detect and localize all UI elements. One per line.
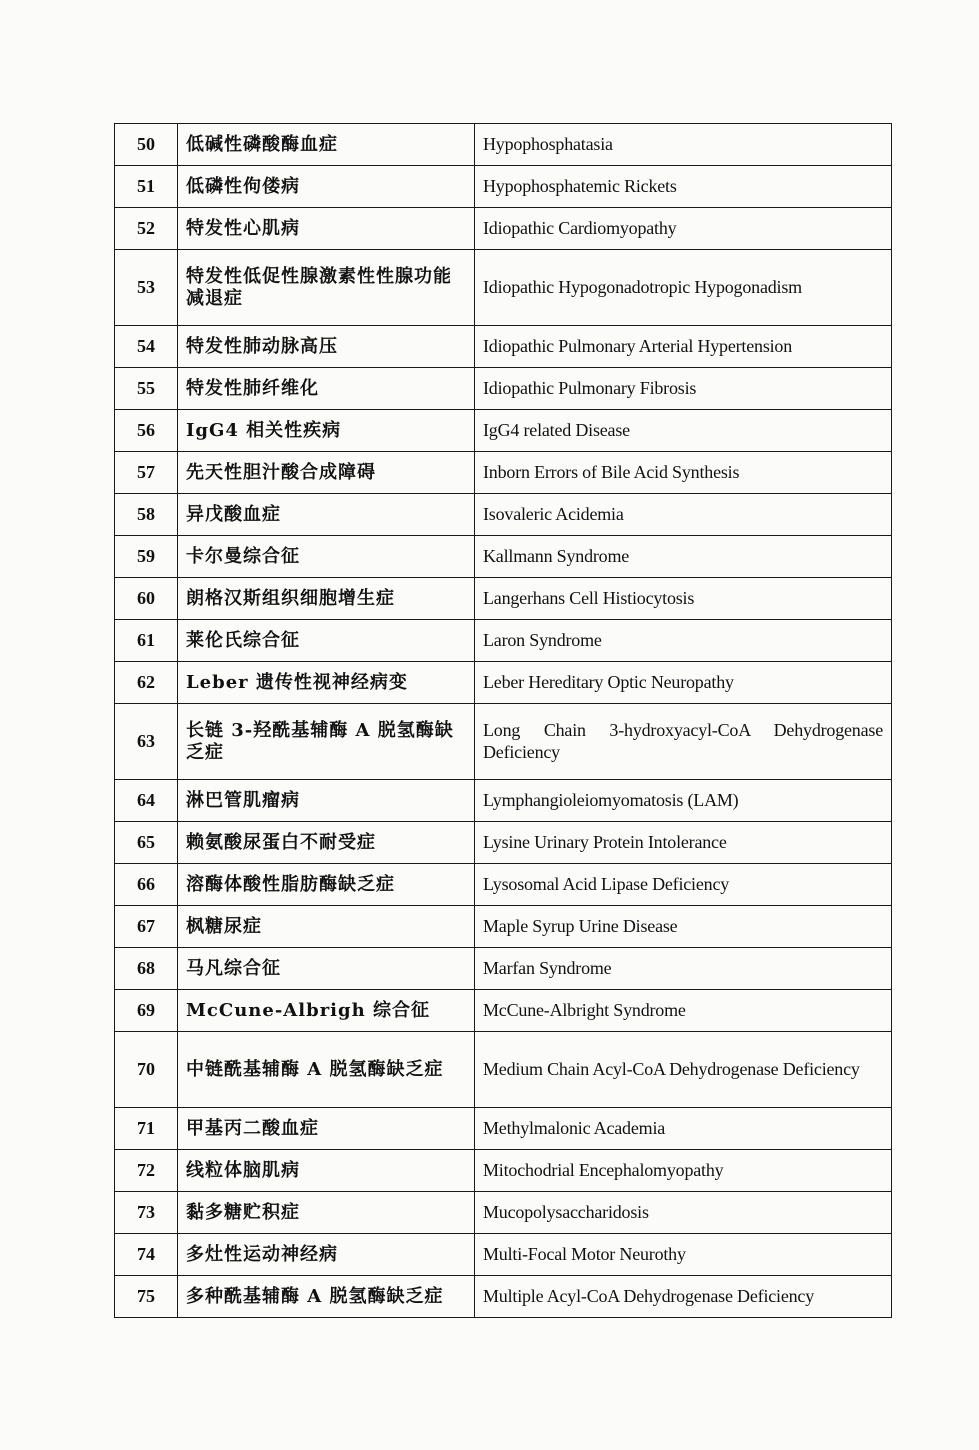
table-row	[115, 250, 892, 326]
table-row	[115, 906, 892, 948]
chinese-disease-name: 溶酶体酸性脂肪酶缺乏症	[178, 864, 475, 906]
table-row	[115, 208, 892, 250]
table-row	[115, 864, 892, 906]
english-disease-name: Lymphangioleiomyomatosis (LAM)	[475, 780, 892, 822]
english-disease-name: Laron Syndrome	[475, 620, 892, 662]
table-row	[115, 704, 892, 780]
table-row	[115, 536, 892, 578]
table-row	[115, 1234, 892, 1276]
english-disease-name: Idiopathic Pulmonary Arterial Hypertension	[475, 326, 892, 368]
row-number: 60	[115, 578, 178, 620]
english-disease-name: Idiopathic Hypogonadotropic Hypogonadism	[475, 250, 892, 326]
row-number: 63	[115, 704, 178, 780]
table-row	[115, 948, 892, 990]
english-disease-name: Methylmalonic Academia	[475, 1108, 892, 1150]
table-row	[115, 620, 892, 662]
chinese-disease-name: 朗格汉斯组织细胞增生症	[178, 578, 475, 620]
chinese-disease-name: 赖氨酸尿蛋白不耐受症	[178, 822, 475, 864]
english-disease-name: Isovaleric Acidemia	[475, 494, 892, 536]
chinese-disease-name: 马凡综合征	[178, 948, 475, 990]
english-disease-name: Leber Hereditary Optic Neuropathy	[475, 662, 892, 704]
row-number: 72	[115, 1150, 178, 1192]
table-row	[115, 410, 892, 452]
table-row	[115, 1276, 892, 1318]
chinese-disease-name: 低碱性磷酸酶血症	[178, 124, 475, 166]
chinese-disease-name: 枫糖尿症	[178, 906, 475, 948]
chinese-disease-name: 甲基丙二酸血症	[178, 1108, 475, 1150]
table-row	[115, 662, 892, 704]
table-row	[115, 990, 892, 1032]
row-number: 73	[115, 1192, 178, 1234]
english-disease-name: Kallmann Syndrome	[475, 536, 892, 578]
english-disease-name: Idiopathic Pulmonary Fibrosis	[475, 368, 892, 410]
chinese-disease-name: 长链 3-羟酰基辅酶 A 脱氢酶缺乏症	[178, 704, 475, 780]
table-row	[115, 368, 892, 410]
row-number: 69	[115, 990, 178, 1032]
row-number: 52	[115, 208, 178, 250]
row-number: 65	[115, 822, 178, 864]
row-number: 57	[115, 452, 178, 494]
english-disease-name: Multi-Focal Motor Neurothy	[475, 1234, 892, 1276]
chinese-disease-name: 线粒体脑肌病	[178, 1150, 475, 1192]
english-disease-name: Maple Syrup Urine Disease	[475, 906, 892, 948]
english-disease-name: IgG4 related Disease	[475, 410, 892, 452]
english-disease-name: Multiple Acyl-CoA Dehydrogenase Deficiency	[475, 1276, 892, 1318]
chinese-disease-name: 多种酰基辅酶 A 脱氢酶缺乏症	[178, 1276, 475, 1318]
table-row	[115, 1150, 892, 1192]
english-disease-name: McCune-Albright Syndrome	[475, 990, 892, 1032]
rare-disease-table	[114, 123, 892, 1318]
table-row	[115, 780, 892, 822]
chinese-disease-name: McCune-Albrigh 综合征	[178, 990, 475, 1032]
row-number: 58	[115, 494, 178, 536]
row-number: 50	[115, 124, 178, 166]
table-row	[115, 326, 892, 368]
chinese-disease-name: 低磷性佝偻病	[178, 166, 475, 208]
row-number: 74	[115, 1234, 178, 1276]
english-disease-name: Lysine Urinary Protein Intolerance	[475, 822, 892, 864]
chinese-disease-name: 黏多糖贮积症	[178, 1192, 475, 1234]
chinese-disease-name: IgG4 相关性疾病	[178, 410, 475, 452]
row-number: 62	[115, 662, 178, 704]
row-number: 71	[115, 1108, 178, 1150]
english-disease-name: Inborn Errors of Bile Acid Synthesis	[475, 452, 892, 494]
chinese-disease-name: 特发性肺动脉高压	[178, 326, 475, 368]
row-number: 66	[115, 864, 178, 906]
chinese-disease-name: 特发性心肌病	[178, 208, 475, 250]
row-number: 67	[115, 906, 178, 948]
english-disease-name: Lysosomal Acid Lipase Deficiency	[475, 864, 892, 906]
row-number: 53	[115, 250, 178, 326]
chinese-disease-name: 莱伦氏综合征	[178, 620, 475, 662]
chinese-disease-name: 卡尔曼综合征	[178, 536, 475, 578]
row-number: 68	[115, 948, 178, 990]
table-row	[115, 494, 892, 536]
english-disease-name: Idiopathic Cardiomyopathy	[475, 208, 892, 250]
table-row	[115, 452, 892, 494]
english-disease-name: Hypophosphatemic Rickets	[475, 166, 892, 208]
english-disease-name: Medium Chain Acyl-CoA Dehydrogenase Deficiency	[475, 1032, 892, 1108]
table-row	[115, 166, 892, 208]
table-row	[115, 1032, 892, 1108]
table-row	[115, 1108, 892, 1150]
chinese-disease-name: 中链酰基辅酶 A 脱氢酶缺乏症	[178, 1032, 475, 1108]
chinese-disease-name: 特发性低促性腺激素性性腺功能减退症	[178, 250, 475, 326]
english-disease-name: Langerhans Cell Histiocytosis	[475, 578, 892, 620]
english-disease-name: Hypophosphatasia	[475, 124, 892, 166]
row-number: 70	[115, 1032, 178, 1108]
chinese-disease-name: 先天性胆汁酸合成障碍	[178, 452, 475, 494]
row-number: 55	[115, 368, 178, 410]
row-number: 54	[115, 326, 178, 368]
table-row	[115, 124, 892, 166]
row-number: 56	[115, 410, 178, 452]
table-row	[115, 578, 892, 620]
chinese-disease-name: 多灶性运动神经病	[178, 1234, 475, 1276]
row-number: 75	[115, 1276, 178, 1318]
row-number: 51	[115, 166, 178, 208]
row-number: 61	[115, 620, 178, 662]
english-disease-name: Marfan Syndrome	[475, 948, 892, 990]
table-body	[115, 124, 892, 1318]
english-disease-name: Long Chain 3-hydroxyacyl-CoA Dehydrogenase Deficiency	[475, 704, 892, 780]
english-disease-name: Mucopolysaccharidosis	[475, 1192, 892, 1234]
row-number: 64	[115, 780, 178, 822]
chinese-disease-name: Leber 遗传性视神经病变	[178, 662, 475, 704]
english-disease-name: Mitochodrial Encephalomyopathy	[475, 1150, 892, 1192]
table-row	[115, 1192, 892, 1234]
row-number: 59	[115, 536, 178, 578]
chinese-disease-name: 异戊酸血症	[178, 494, 475, 536]
chinese-disease-name: 淋巴管肌瘤病	[178, 780, 475, 822]
chinese-disease-name: 特发性肺纤维化	[178, 368, 475, 410]
table-row	[115, 822, 892, 864]
